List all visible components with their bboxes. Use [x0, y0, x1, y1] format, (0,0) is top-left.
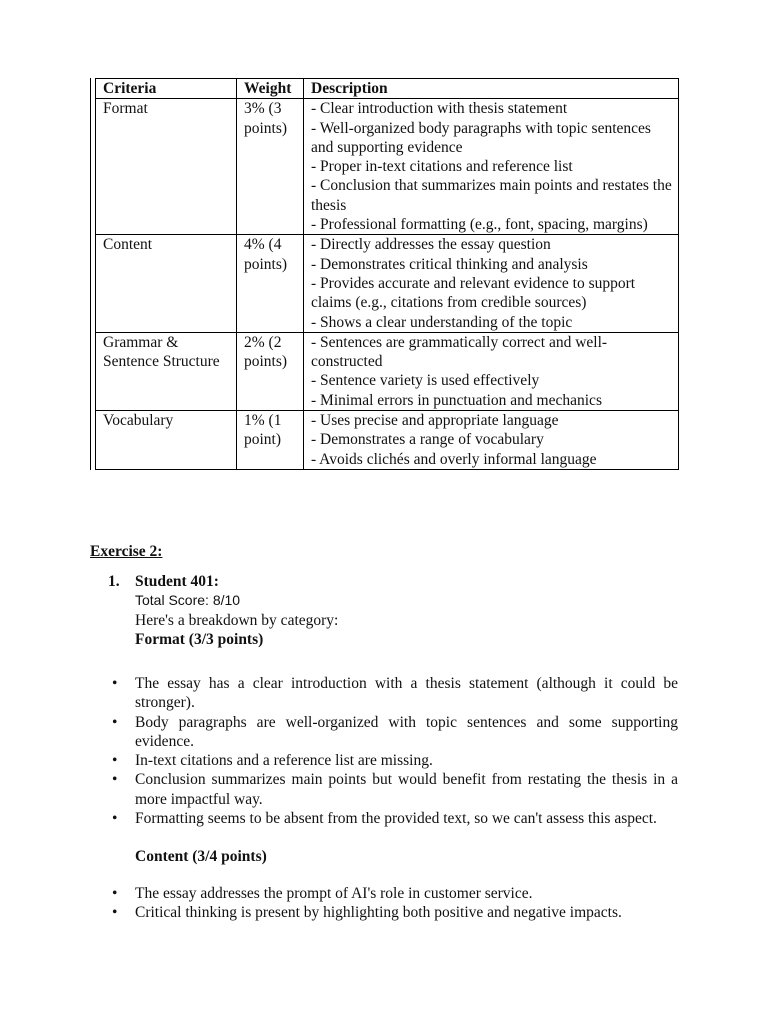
weight-cell: 4% (4 points): [237, 235, 304, 332]
description-cell: [304, 99, 679, 235]
description-cell: [304, 332, 679, 410]
bullet-glyph: •: [112, 771, 118, 789]
bullet-glyph: •: [112, 675, 118, 692]
bullet-text: In-text citations and a reference list are missing.: [135, 752, 433, 770]
bullet-glyph: •: [112, 713, 118, 731]
rubric-row-content: [96, 235, 679, 332]
bullet-text: Conclusion summarizes main points but would benefit from restating the thesis in a more impactful way.: [135, 771, 678, 808]
bullet-text: Body paragraphs are well-organized with topic sentences and some supporting evidence.: [135, 713, 678, 750]
format-bullet-list: [112, 674, 678, 828]
bullet-glyph: •: [112, 885, 118, 902]
description-line: - Avoids clichés and overly informal language: [311, 450, 597, 468]
description-line: - Clear introduction with thesis statement: [311, 100, 568, 118]
list-item: [112, 713, 678, 752]
list-item: [112, 884, 678, 903]
criteria-cell: Content: [96, 235, 237, 332]
description-line: - Directly addresses the essay question: [311, 236, 551, 254]
description-line: - Demonstrates a range of vocabulary: [311, 431, 544, 449]
rubric-table: [95, 78, 679, 470]
list-item: [112, 770, 678, 809]
description-line: - Minimal errors in punctuation and mechanics: [311, 391, 602, 409]
student-block: [108, 572, 678, 649]
exercise-title: Exercise 2:: [90, 543, 163, 560]
list-item: [112, 903, 678, 922]
rubric-row-format: [96, 99, 679, 235]
rubric-table-wrapper: [90, 78, 683, 470]
total-score: Total Score: 8/10: [135, 592, 241, 609]
student-heading: [108, 572, 678, 591]
description-line: - Shows a clear understanding of the topic: [311, 313, 573, 331]
list-number: 1.: [108, 573, 120, 590]
rubric-header-row: [96, 79, 679, 99]
bullet-text: The essay has a clear introduction with a thesis statement (although it could be stronger).: [135, 675, 678, 712]
description-line: - Provides accurate and relevant evidence to support claims (e.g., citations from credible sources): [311, 274, 636, 312]
format-heading: Format (3/3 points): [135, 630, 264, 648]
description-line: - Demonstrates critical thinking and analysis: [311, 255, 588, 273]
description-line: - Proper in-text citations and reference list: [311, 158, 573, 176]
criteria-cell: Vocabulary: [96, 411, 237, 470]
header-description: Description: [304, 79, 679, 99]
list-item: [112, 751, 678, 770]
description-line: - Professional formatting (e.g., font, spacing, margins): [311, 216, 648, 234]
bullet-glyph: •: [112, 810, 118, 828]
student-name: Student 401:: [135, 573, 219, 590]
bullet-text: Formatting seems to be absent from the provided text, so we can't assess this aspect.: [135, 810, 657, 828]
weight-cell: 1% (1 point): [237, 411, 304, 470]
description-line: - Uses precise and appropriate language: [311, 412, 559, 430]
weight-cell: 3% (3 points): [237, 99, 304, 235]
description-cell: [304, 235, 679, 332]
content-heading: Content (3/4 points): [135, 848, 267, 865]
list-item: [112, 809, 678, 828]
content-bullet-list: [112, 884, 678, 923]
bullet-glyph: •: [112, 752, 118, 770]
criteria-cell: Format: [96, 99, 237, 235]
rubric-row-vocabulary: [96, 411, 679, 470]
description-line: - Conclusion that summarizes main points and restates the thesis: [311, 177, 672, 214]
header-criteria: Criteria: [96, 79, 237, 99]
bullet-text: Critical thinking is present by highlighting both positive and negative impacts.: [135, 904, 622, 922]
breakdown-intro: Here's a breakdown by category:: [135, 611, 339, 629]
bullet-text: The essay addresses the prompt of AI's role in customer service.: [135, 885, 533, 902]
criteria-cell: Grammar & Sentence Structure: [96, 332, 237, 410]
description-line: - Sentence variety is used effectively: [311, 372, 540, 390]
description-cell: [304, 411, 679, 470]
bullet-glyph: •: [112, 904, 118, 922]
rubric-row-grammar: [96, 332, 679, 410]
weight-cell: 2% (2 points): [237, 332, 304, 410]
description-line: - Well-organized body paragraphs with topic sentences and supporting evidence: [311, 119, 651, 156]
header-weight: Weight: [237, 79, 304, 99]
list-item: [112, 674, 678, 713]
description-line: - Sentences are grammatically correct and well-constructed: [311, 333, 608, 371]
